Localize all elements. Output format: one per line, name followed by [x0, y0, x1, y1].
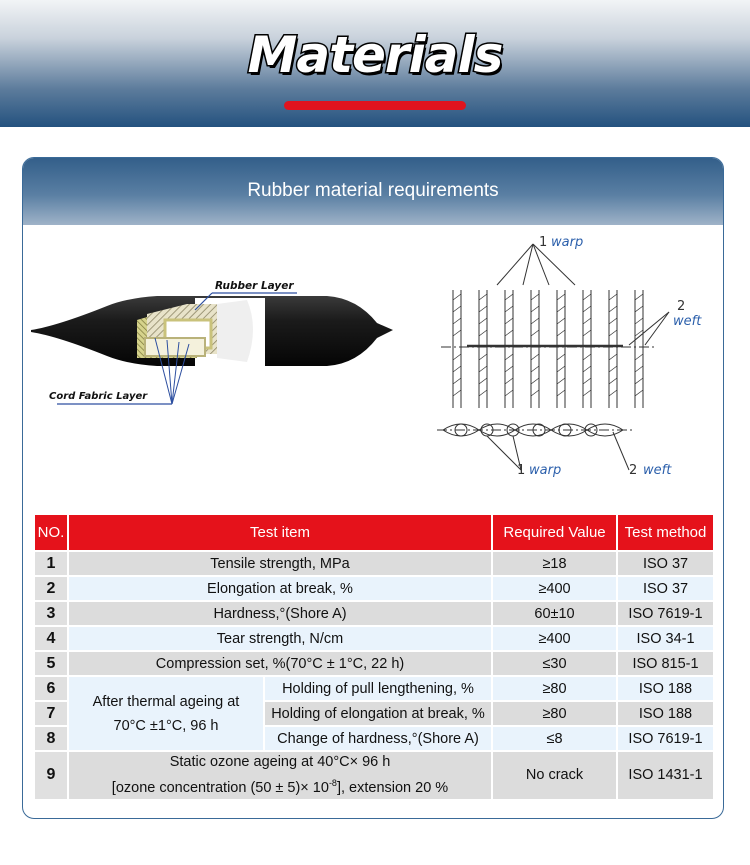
test-item: Hardness,°(Shore A) [68, 601, 492, 626]
header-test-method: Test method [617, 514, 714, 551]
table-row [34, 676, 714, 701]
required-value: 60±10 [492, 601, 617, 626]
test-item: Tear strength, N/cm [68, 626, 492, 651]
thermal-ageing-line2: 70°C ±1°C, 96 h [113, 717, 219, 734]
required-value: ≤8 [492, 726, 617, 751]
row-number: 7 [34, 701, 68, 726]
row-number: 8 [34, 726, 68, 751]
test-method: ISO 188 [617, 701, 714, 726]
materials-card [22, 157, 724, 819]
table-header-row [34, 514, 714, 551]
test-subitem: Holding of pull lengthening, % [264, 676, 492, 701]
title-underline [284, 101, 466, 110]
thermal-ageing-line1: After thermal ageing at [92, 693, 240, 710]
top-weft-label: weft [673, 314, 702, 329]
test-item: Compression set, %(70°C ± 1°C, 22 h) [68, 651, 492, 676]
test-method: ISO 1431-1 [617, 751, 714, 800]
table-row [34, 576, 714, 601]
header-banner [0, 0, 750, 127]
test-method: ISO 7619-1 [617, 601, 714, 626]
card-title: Rubber material requirements [247, 180, 499, 201]
ozone-line2 [73, 773, 487, 799]
thermal-ageing-group-label [68, 676, 264, 751]
airbag-cutaway-illustration [27, 268, 397, 428]
test-item [68, 751, 492, 800]
test-item: Tensile strength, MPa [68, 551, 492, 576]
bottom-warp-number: 1 [517, 463, 526, 478]
top-weft-number: 2 [677, 299, 686, 314]
required-value: ≤30 [492, 651, 617, 676]
bottom-weft-label: weft [643, 463, 672, 478]
row-number: 6 [34, 676, 68, 701]
bottom-warp-label: warp [529, 463, 562, 478]
test-method: ISO 34-1 [617, 626, 714, 651]
test-method: ISO 37 [617, 576, 714, 601]
required-value: ≥400 [492, 626, 617, 651]
test-method: ISO 37 [617, 551, 714, 576]
bottom-weft-number: 2 [629, 463, 638, 478]
top-warp-number: 1 [539, 235, 548, 250]
table-row [34, 751, 714, 800]
ozone-line2-b: ], extension 20 % [336, 779, 449, 796]
card-header [23, 158, 723, 225]
header-test-item: Test item [68, 514, 492, 551]
required-value: No crack [492, 751, 617, 800]
table-row [34, 651, 714, 676]
row-number: 1 [34, 551, 68, 576]
test-method: ISO 7619-1 [617, 726, 714, 751]
row-number: 5 [34, 651, 68, 676]
row-number: 9 [34, 751, 68, 800]
required-value: ≥18 [492, 551, 617, 576]
required-value: ≥80 [492, 701, 617, 726]
warp-weft-diagram [433, 230, 703, 490]
test-item: Elongation at break, % [68, 576, 492, 601]
row-number: 2 [34, 576, 68, 601]
header-no: NO. [34, 514, 68, 551]
page-title: Materials [247, 26, 503, 84]
table-row [34, 601, 714, 626]
test-subitem: Change of hardness,°(Shore A) [264, 726, 492, 751]
required-value: ≥400 [492, 576, 617, 601]
rubber-layer-label: Rubber Layer [215, 280, 294, 292]
cord-fabric-layer-label: Cord Fabric Layer [49, 391, 148, 402]
table-row [34, 626, 714, 651]
ozone-line2-sup: -8 [328, 778, 337, 788]
required-value: ≥80 [492, 676, 617, 701]
test-method: ISO 188 [617, 676, 714, 701]
header-required-value: Required Value [492, 514, 617, 551]
row-number: 3 [34, 601, 68, 626]
top-warp-label: warp [551, 235, 584, 250]
ozone-line1: Static ozone ageing at 40°C× 96 h [169, 754, 391, 770]
ozone-line2-a: [ozone concentration (50 ± 5)× 10 [111, 779, 329, 796]
row-number: 4 [34, 626, 68, 651]
table-row [34, 551, 714, 576]
test-subitem: Holding of elongation at break, % [264, 701, 492, 726]
material-requirements-table [33, 513, 715, 801]
test-method: ISO 815-1 [617, 651, 714, 676]
